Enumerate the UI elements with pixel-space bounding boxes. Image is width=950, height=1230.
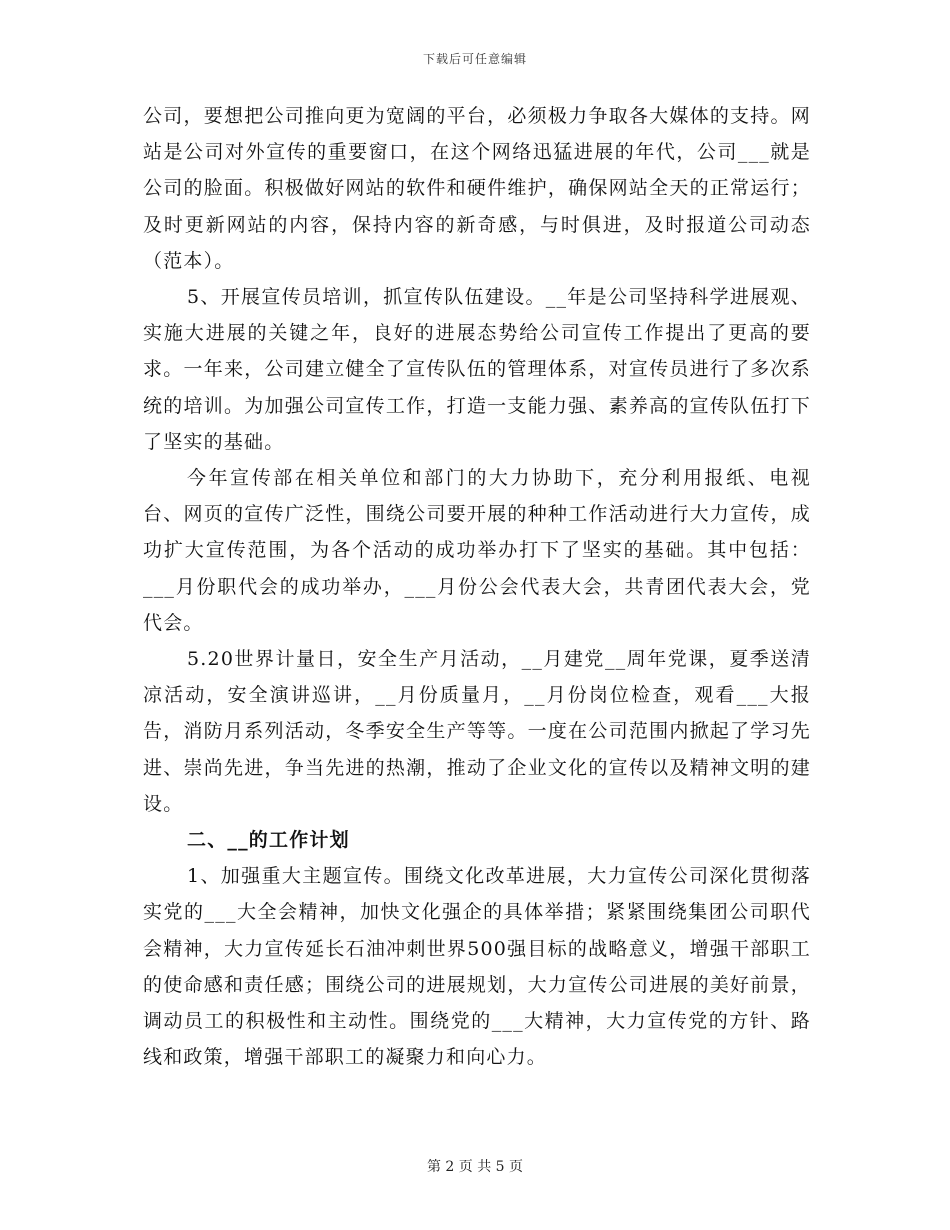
section-heading: 二、__的工作计划 [187,829,350,852]
page-footer: 第 2 页 共 5 页 [426,1159,524,1175]
paragraph-training: 5、开展宣传员培训，抓宣传队伍建设。__年是公司坚持科学进展观、实施大进展的关键之年，良好的进展态势给公司宣传工作提出了更高的要求。一年来，公司建立健全了宣传队伍的管理体系，对宣传员进行了多次系统的培训。为加强公司宣传工作，打造一支能力强、素养高的宣传队伍打下了坚实的基础。 [143,286,811,453]
paragraph-plan-1: 1、加强重大主题宣传。围绕文化改革进展，大力宣传公司深化贯彻落实党的___大全会精神，加快文化强企的具体举措；紧紧围绕集团公司职代会精神，大力宣传延长石油冲刺世界500强目标的战略意义，增强干部职工的使命感和责任感；围绕公司的进展规划，大力宣传公司进展的美好前景，调动员工的积极性和主动性。围绕党的___大精神，大力宣传党的方针、路线和政策，增强干部职工的凝聚力和向心力。 [143,865,811,1069]
paragraph-website: 公司，要想把公司推向更为宽阔的平台，必须极力争取各大媒体的支持。网站是公司对外宣传的重要窗口，在这个网络迅猛进展的年代，公司___就是公司的脸面。积极做好网站的软件和硬件维护，确保网站全天的正常运行；及时更新网站的内容，保持内容的新奇感，与时俱进，及时报道公司动态（范本）。 [143,105,811,272]
document-body [143,98,811,1075]
page-header: 下载后可任意编辑 [422,52,527,66]
paragraph-activities: 今年宣传部在相关单位和部门的大力协助下，充分利用报纸、电视台、网页的宣传广泛性，围绕公司要开展的种种工作活动进行大力宣传，成功扩大宣传范围，为各个活动的成功举办打下了坚实的基础。其中包括：___月份职代会的成功举办，___月份公会代表大会，共青团代表大会，党代会。 [143,467,811,634]
paragraph-events: 5.20世界计量日，安全生产月活动，__月建党__周年党课，夏季送清凉活动，安全演讲巡讲，__月份质量月，__月份岗位检查，观看___大报告，消防月系列活动，冬季安全生产等等。一度在公司范围内掀起了学习先进、崇尚先进，争当先进的热潮，推动了企业文化的宣传以及精神文明的建设。 [143,648,811,815]
